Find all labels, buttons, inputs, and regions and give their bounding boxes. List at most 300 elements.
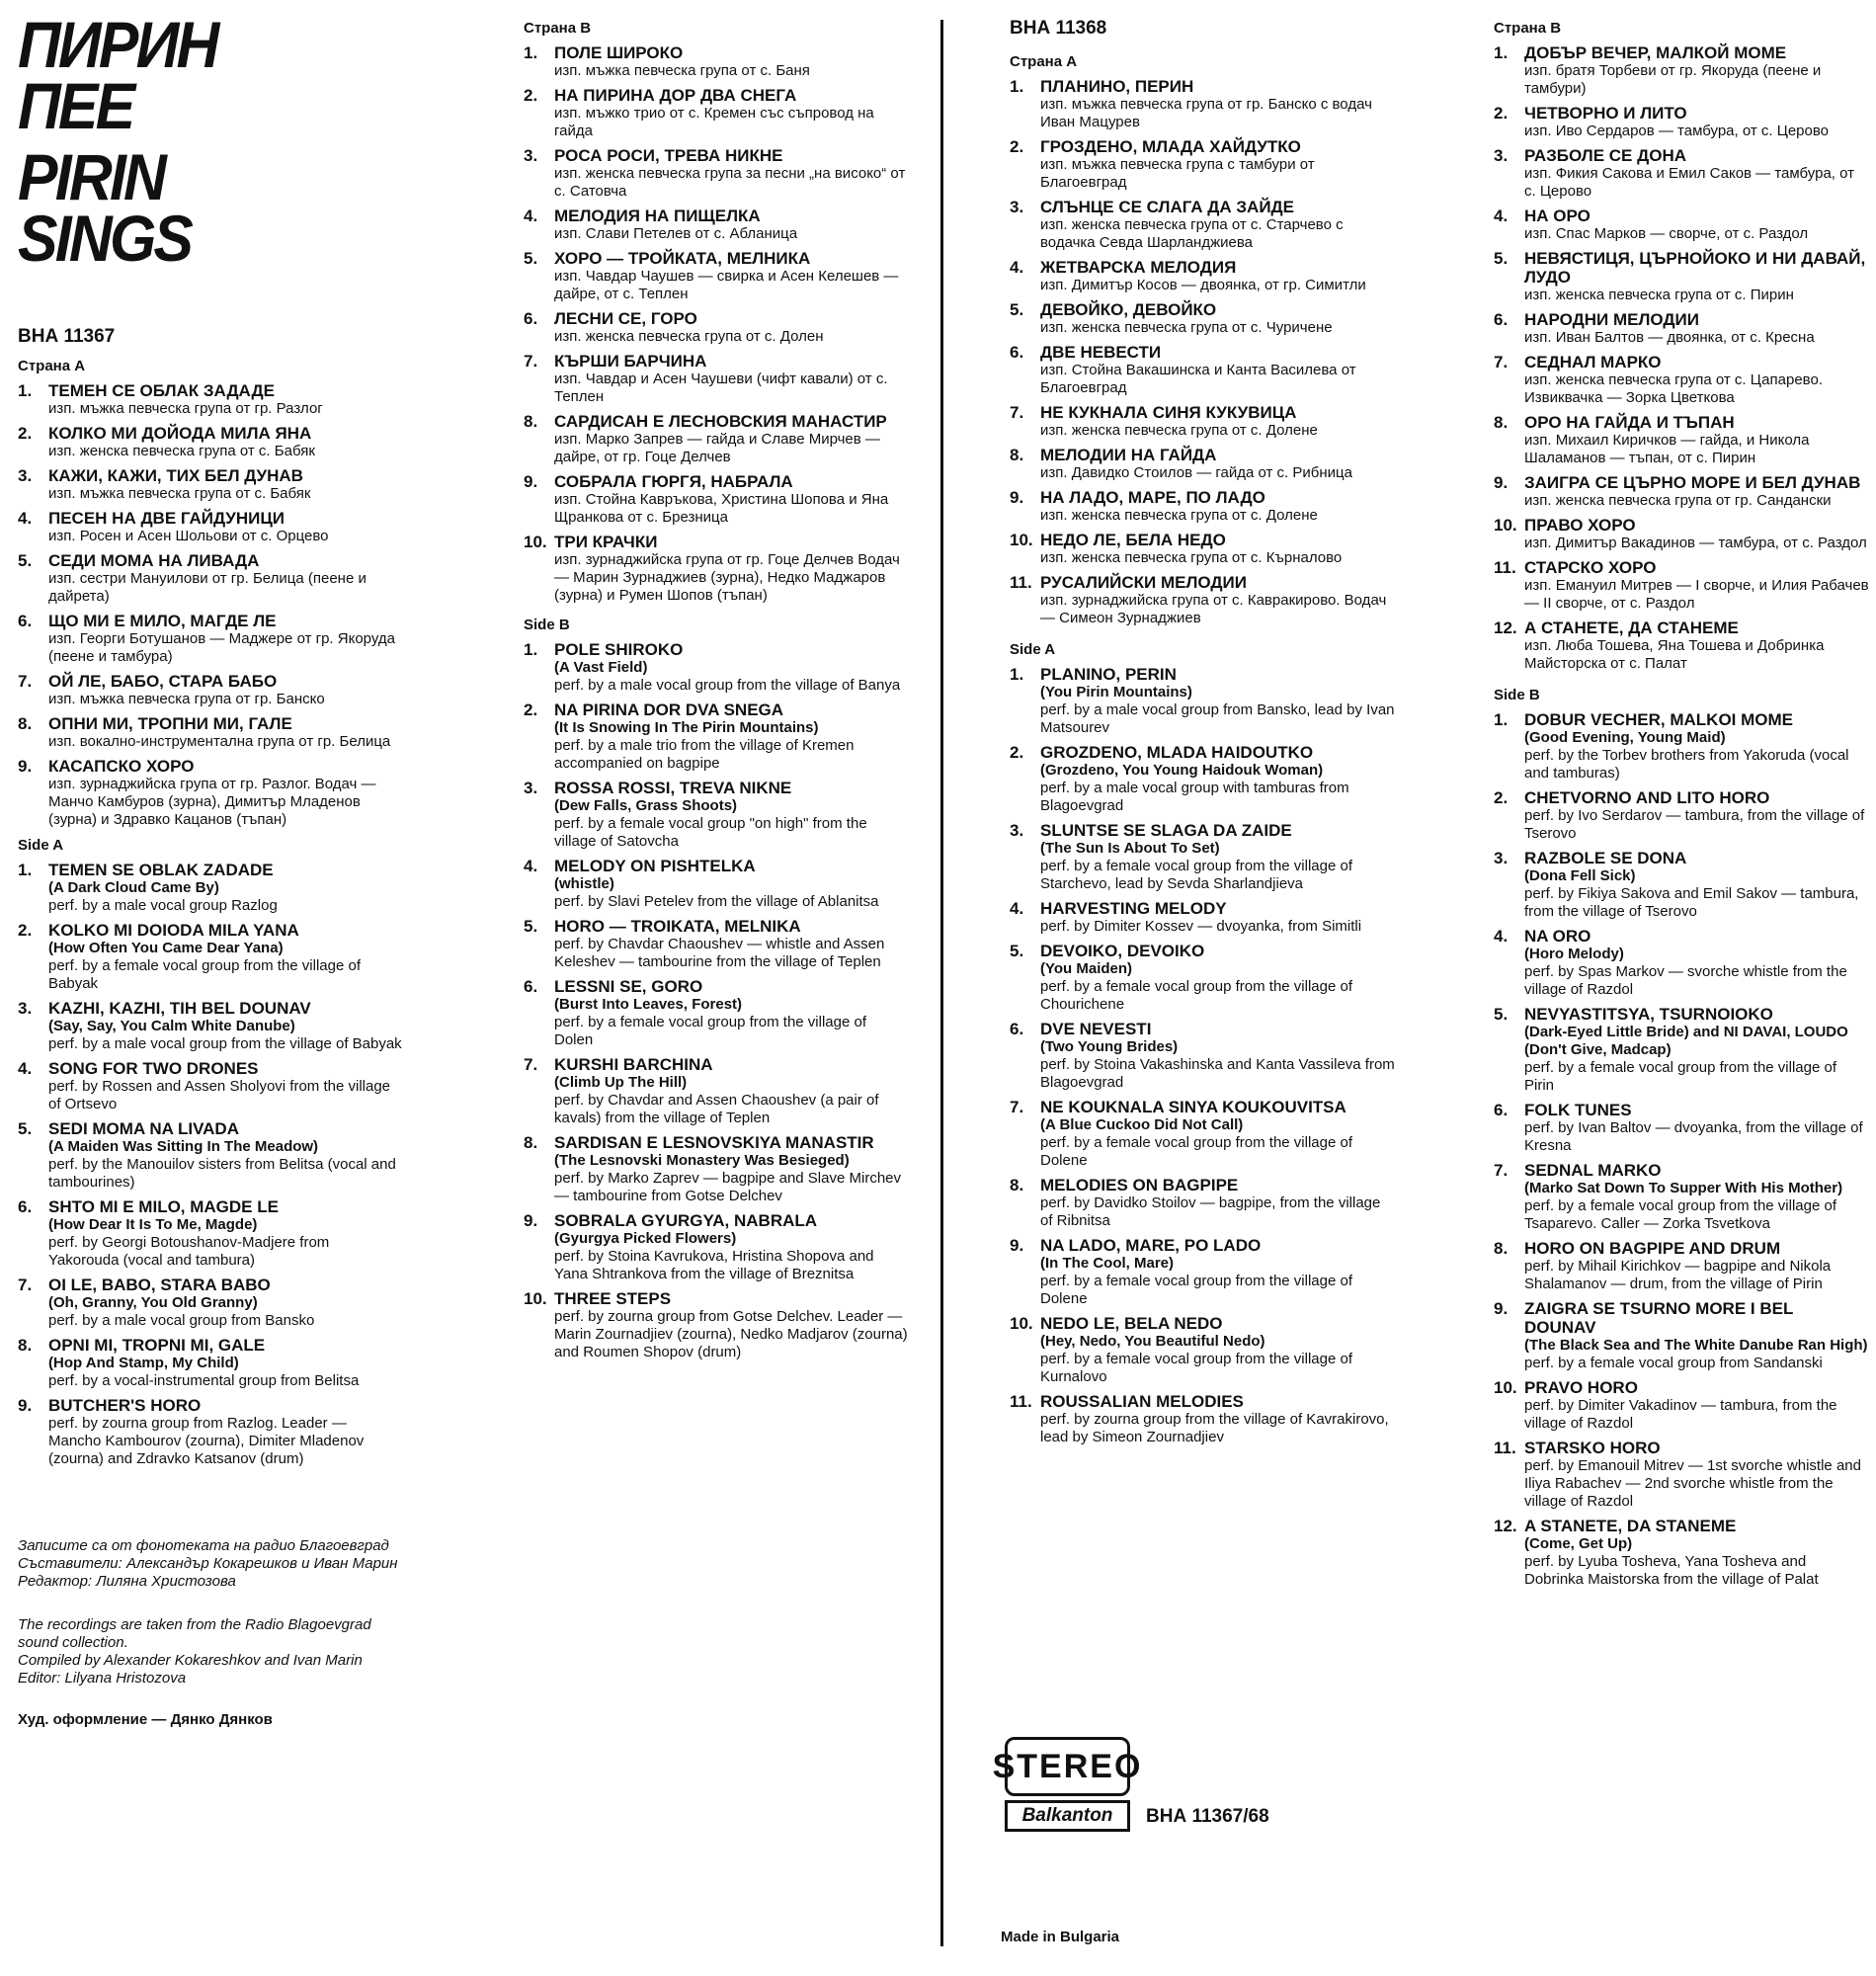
- track-number: 12.: [1494, 1517, 1517, 1535]
- track-item: [1494, 206, 1869, 243]
- track-title: А СТАНЕТЕ, ДА СТАНЕМЕ: [1524, 618, 1739, 637]
- track-number: 7.: [18, 672, 33, 691]
- track-performer: изп. женска певческа група от с. Чуричене: [1040, 319, 1333, 336]
- track-body: [554, 977, 909, 1049]
- track-item: [524, 977, 909, 1049]
- track-body: [554, 917, 909, 971]
- track-performer: perf. by Stoina Vakashinska and Kanta Vassileva from Blagoevgrad: [1040, 1056, 1395, 1091]
- track-performer: perf. by zourna group from the village of Kavrakirovo, lead by Simeon Zournadjiev: [1040, 1411, 1389, 1445]
- track-item: [524, 857, 909, 911]
- track-number: 1.: [1010, 665, 1024, 684]
- track-performer: изп. Стойна Вакашинска и Канта Василева от Благоевград: [1040, 362, 1356, 396]
- track-item: [18, 714, 403, 751]
- track-performer: изп. братя Торбеви от гр. Якоруда (пеене и тамбури): [1524, 62, 1822, 97]
- track-body: [1524, 43, 1869, 98]
- track-subtitle: (It Is Snowing In The Pirin Mountains): [554, 719, 819, 736]
- track-number: 1.: [1494, 43, 1509, 62]
- track-title: NE KOUKNALA SINYA KOUKOUVITSA: [1040, 1098, 1346, 1116]
- track-performer: изп. мъжка певческа група от с. Баня: [554, 62, 810, 79]
- credit-line: The recordings are taken from the Radio Blagoevgrad sound collection.: [18, 1616, 371, 1651]
- track-number: 4.: [1010, 899, 1024, 918]
- track-subtitle: (Say, Say, You Calm White Danube): [48, 1018, 295, 1034]
- track-performer: perf. by Rossen and Assen Sholyovi from the village of Ortsevo: [48, 1078, 391, 1112]
- track-body: [48, 1336, 403, 1390]
- track-title: ХОРО — ТРОЙКАТА, МЕЛНИКА: [554, 249, 811, 268]
- track-item: [524, 206, 909, 243]
- track-item: [1494, 473, 1869, 510]
- track-performer: изп. мъжка певческа група с тамбури от Благоевград: [1040, 156, 1315, 191]
- credits-en: [18, 1616, 403, 1688]
- track-performer: perf. by a male vocal group with tamburas from Blagoevgrad: [1040, 780, 1349, 814]
- track-item: [524, 472, 909, 527]
- track-performer: perf. by a female vocal group from the village of Babyak: [48, 957, 361, 992]
- track-performer: изп. Люба Тошева, Яна Тошева и Добринка Майсторска от с. Палат: [1524, 637, 1825, 672]
- track-number: 2.: [18, 921, 33, 940]
- track-body: [1040, 446, 1395, 482]
- track-subtitle: (The Black Sea and The White Danube Ran High): [1524, 1337, 1868, 1354]
- track-title: PLANINO, PERIN: [1040, 665, 1177, 684]
- track-body: [48, 999, 403, 1053]
- track-item: [1494, 618, 1869, 673]
- title-en-line2: SINGS: [18, 202, 192, 275]
- track-performer: изп. Димитър Косов — двоянка, от гр. Симитли: [1040, 277, 1366, 293]
- track-title: СЛЪНЦЕ СЕ СЛАГА ДА ЗАЙДЕ: [1040, 198, 1294, 216]
- track-performer: изп. зурнаджийска група от гр. Гоце Делчев Водач — Марин Зурнаджиев (зурна), Недко Маджаров (зурна) и Румен Шопов (тъпан): [554, 551, 900, 604]
- track-subtitle: (whistle): [554, 875, 614, 892]
- track-number: 3.: [18, 466, 33, 485]
- track-number: 9.: [18, 1396, 33, 1415]
- track-body: [48, 1396, 403, 1468]
- track-performer: perf. by a male vocal group from Bansko, lead by Ivan Matsourev: [1040, 701, 1395, 736]
- track-performer: изп. зурнаджийска група от с. Кавракирово. Водач — Симеон Зурнаджиев: [1040, 592, 1387, 626]
- track-performer: perf. by a female vocal group from Sandanski: [1524, 1355, 1823, 1371]
- track-body: [1524, 788, 1869, 843]
- track-number: 9.: [524, 1211, 538, 1230]
- track-body: [1524, 353, 1869, 407]
- track-body: [1524, 473, 1869, 510]
- track-number: 3.: [1010, 821, 1024, 840]
- track-body: [1040, 1176, 1395, 1230]
- track-body: [1524, 1239, 1869, 1293]
- track-body: [1524, 104, 1869, 140]
- track-number: 3.: [18, 999, 33, 1018]
- track-title: MELODIES ON BAGPIPE: [1040, 1176, 1239, 1194]
- track-number: 4.: [1494, 206, 1509, 225]
- track-performer: изп. женска певческа група от с. Долене: [1040, 422, 1318, 439]
- track-list: [18, 861, 403, 1468]
- track-number: 5.: [1494, 249, 1509, 268]
- track-item: [524, 352, 909, 406]
- track-item: [18, 999, 403, 1053]
- track-item: [1010, 821, 1395, 893]
- track-number: 7.: [524, 1055, 538, 1074]
- track-item: [524, 249, 909, 303]
- track-item: [1494, 1378, 1869, 1433]
- track-body: [48, 921, 403, 993]
- track-body: [554, 309, 909, 346]
- track-title: ГРОЗДЕНО, МЛАДА ХАЙДУТКО: [1040, 137, 1301, 156]
- track-number: 3.: [524, 779, 538, 797]
- track-performer: perf. by a male vocal group from the village of Babyak: [48, 1035, 402, 1052]
- track-title: DEVOIKO, DEVOIKO: [1040, 942, 1205, 960]
- track-item: [1010, 403, 1395, 440]
- track-body: [48, 466, 403, 503]
- track-item: [1010, 1176, 1395, 1230]
- track-number: 5.: [1010, 300, 1024, 319]
- album-title: [18, 8, 403, 275]
- track-body: [1524, 927, 1869, 999]
- track-performer: perf. by Chavdar and Assen Chaoushev (a pair of kavals) from the village of Teplen: [554, 1092, 879, 1126]
- track-item: [1494, 558, 1869, 613]
- track-title: ЩО МИ Е МИЛО, МАГДЕ ЛЕ: [48, 612, 277, 630]
- track-body: [554, 249, 909, 303]
- track-performer: perf. by a male vocal group Razlog: [48, 897, 278, 914]
- track-body: [1040, 665, 1395, 737]
- track-performer: perf. by Emanouil Mitrev — 1st svorche whistle and Iliya Rabachev — 2nd svorche whistle from the village of Razdol: [1524, 1457, 1861, 1510]
- track-performer: изп. Спас Марков — сворче, от с. Раздол: [1524, 225, 1809, 242]
- track-title: SARDISAN E LESNOVSKIYA MANASTIR: [554, 1133, 874, 1152]
- track-title: STARSKO HORO: [1524, 1439, 1661, 1457]
- track-title: МЕЛОДИИ НА ГАЙДА: [1040, 446, 1217, 464]
- track-number: 2.: [18, 424, 33, 443]
- title-bg-line2: ПЕЕ: [18, 69, 133, 142]
- track-number: 2.: [1494, 788, 1509, 807]
- track-list: [524, 640, 909, 1361]
- track-body: [1524, 1101, 1869, 1155]
- track-title: СОБРАЛА ГЮРГЯ, НАБРАЛА: [554, 472, 793, 491]
- track-number: 10.: [1010, 531, 1033, 549]
- track-number: 3.: [1494, 146, 1509, 165]
- track-subtitle: (You Pirin Mountains): [1040, 684, 1192, 700]
- track-number: 1.: [1010, 77, 1024, 96]
- track-title: THREE STEPS: [554, 1289, 672, 1308]
- track-number: 3.: [1010, 198, 1024, 216]
- track-item: [1010, 1098, 1395, 1170]
- track-item: [1010, 446, 1395, 482]
- track-subtitle: (Horo Melody): [1524, 946, 1624, 962]
- track-title: RAZBOLE SE DONA: [1524, 849, 1687, 867]
- track-number: 10.: [1494, 1378, 1517, 1397]
- track-performer: perf. by Fikiya Sakova and Emil Sakov — tambura, from the village of Tserovo: [1524, 885, 1859, 920]
- track-item: [1494, 1239, 1869, 1293]
- track-number: 6.: [524, 977, 538, 996]
- track-number: 10.: [1494, 516, 1517, 535]
- track-number: 9.: [1494, 473, 1509, 492]
- track-title: НЕВЯСТИЦЯ, ЦЪРНОЙОКО И НИ ДАВАЙ, ЛУДО: [1524, 249, 1866, 287]
- track-item: [1494, 849, 1869, 921]
- track-subtitle: (Hop And Stamp, My Child): [48, 1355, 239, 1371]
- track-number: 6.: [18, 1197, 33, 1216]
- track-performer: perf. by Ivan Baltov — dvoyanka, from the village of Kresna: [1524, 1119, 1863, 1154]
- track-item: [1010, 488, 1395, 525]
- track-title: СТАРСКО ХОРО: [1524, 558, 1657, 577]
- track-title: SEDNAL MARKO: [1524, 1161, 1662, 1180]
- track-number: 7.: [524, 352, 538, 370]
- track-item: [1494, 710, 1869, 782]
- track-list: [1010, 77, 1395, 627]
- track-performer: perf. by a male trio from the village of Kremen accompanied on bagpipe: [554, 737, 855, 772]
- track-performer: perf. by the Manouilov sisters from Belitsa (vocal and tambourines): [48, 1156, 396, 1191]
- track-performer: изп. женска певческа група от с. Долене: [1040, 507, 1318, 524]
- track-performer: изп. мъжка певческа група от гр. Разлог: [48, 400, 323, 417]
- track-item: [18, 757, 403, 829]
- track-title: ROSSA ROSSI, TREVA NIKNE: [554, 779, 792, 797]
- track-body: [554, 472, 909, 527]
- track-number: 1.: [18, 381, 33, 400]
- track-title: POLE SHIROKO: [554, 640, 684, 659]
- track-number: 2.: [1010, 137, 1024, 156]
- track-performer: perf. by Davidko Stoilov — bagpipe, from the village of Ribnitsa: [1040, 1194, 1381, 1229]
- track-body: [48, 551, 403, 606]
- track-subtitle: (In The Cool, Mare): [1040, 1255, 1174, 1272]
- track-performer: perf. by Dimiter Kossev — dvoyanka, from Simitli: [1040, 918, 1362, 935]
- side-label: Side A: [1010, 641, 1056, 658]
- track-number: 7.: [1010, 1098, 1024, 1116]
- track-item: [524, 1211, 909, 1283]
- track-body: [1524, 146, 1869, 201]
- track-performer: изп. мъжко трио от с. Кремен със съпровод на гайда: [554, 105, 874, 139]
- column-1: [18, 0, 403, 1728]
- track-item: [1494, 413, 1869, 467]
- track-list: [1010, 665, 1395, 1446]
- track-body: [48, 1276, 403, 1330]
- track-title: САРДИСАН Е ЛЕСНОВСКИЯ МАНАСТИР: [554, 412, 887, 431]
- track-body: [1040, 899, 1395, 936]
- track-title: КЪРШИ БАРЧИНА: [554, 352, 707, 370]
- track-body: [1524, 310, 1869, 347]
- track-body: [1524, 558, 1869, 613]
- track-item: [18, 1276, 403, 1330]
- track-body: [554, 1055, 909, 1127]
- track-performer: изп. Фикия Сакова и Емил Саков — тамбура, от с. Церово: [1524, 165, 1855, 200]
- track-title: KURSHI BARCHINA: [554, 1055, 713, 1074]
- track-number: 8.: [1494, 1239, 1509, 1258]
- track-number: 1.: [524, 640, 538, 659]
- track-subtitle: (A Blue Cuckoo Did Not Call): [1040, 1116, 1244, 1133]
- track-performer: perf. by zourna group from Razlog. Leader — Mancho Kambourov (zourna), Dimiter Mladenov (zourna) and Zdravko Katsanov (drum): [48, 1415, 365, 1467]
- track-item: [1010, 665, 1395, 737]
- track-number: 9.: [524, 472, 538, 491]
- track-number: 5.: [524, 249, 538, 268]
- made-in-label: Made in Bulgaria: [1001, 1929, 1120, 1945]
- track-title: ЖЕТВАРСКА МЕЛОДИЯ: [1040, 258, 1237, 277]
- side-label: Side B: [1494, 687, 1540, 703]
- track-item: [1010, 198, 1395, 252]
- track-subtitle: (You Maiden): [1040, 960, 1133, 977]
- track-number: 11.: [1010, 573, 1032, 592]
- track-subtitle: (How Often You Came Dear Yana): [48, 940, 284, 956]
- track-performer: изп. Иван Балтов — двоянка, от с. Кресна: [1524, 329, 1815, 346]
- track-item: [524, 86, 909, 140]
- track-title: ДВЕ НЕВЕСТИ: [1040, 343, 1162, 362]
- track-number: 6.: [1494, 1101, 1509, 1119]
- track-title: HORO ON BAGPIPE AND DRUM: [1524, 1239, 1781, 1258]
- track-item: [1494, 249, 1869, 304]
- track-subtitle: (Two Young Brides): [1040, 1038, 1179, 1055]
- track-performer: изп. сестри Мануилови от гр. Белица (пеене и дайрета): [48, 570, 367, 605]
- track-number: 4.: [524, 206, 538, 225]
- track-body: [1524, 516, 1869, 552]
- track-body: [1040, 1020, 1395, 1092]
- track-performer: perf. by Spas Markov — svorche whistle from the village of Razdol: [1524, 963, 1847, 998]
- track-subtitle: (Dew Falls, Grass Shoots): [554, 797, 738, 814]
- track-item: [1010, 1236, 1395, 1308]
- track-title: PRAVO HORO: [1524, 1378, 1638, 1397]
- center-divider: [940, 20, 943, 1946]
- track-title: A STANETE, DA STANEME: [1524, 1517, 1737, 1535]
- track-body: [48, 1119, 403, 1192]
- track-subtitle: (A Dark Cloud Came By): [48, 879, 219, 896]
- catalog-number: ВНА 11367: [18, 326, 116, 347]
- track-item: [18, 612, 403, 666]
- track-item: [1494, 1101, 1869, 1155]
- track-number: 8.: [1010, 446, 1024, 464]
- track-number: 8.: [18, 714, 33, 733]
- track-title: СЕДИ МОМА НА ЛИВАДА: [48, 551, 260, 570]
- track-title: NA PIRINA DOR DVA SNEGA: [554, 700, 784, 719]
- track-number: 6.: [1010, 1020, 1024, 1038]
- track-performer: изп. Слави Петелев от с. Абланица: [554, 225, 798, 242]
- column-4: [1494, 12, 1869, 1595]
- track-performer: perf. by a male vocal group from Bansko: [48, 1312, 315, 1329]
- track-performer: изп. мъжка певческа група от с. Бабяк: [48, 485, 311, 502]
- track-item: [1010, 531, 1395, 567]
- track-number: 6.: [524, 309, 538, 328]
- track-item: [18, 672, 403, 708]
- track-body: [1040, 1236, 1395, 1308]
- stereo-logo-text: STEREO: [1005, 1737, 1130, 1796]
- track-item: [1494, 1161, 1869, 1233]
- track-title: DOBUR VECHER, MALKOI MOME: [1524, 710, 1793, 729]
- track-body: [1040, 573, 1395, 627]
- track-subtitle: (The Sun Is About To Set): [1040, 840, 1220, 857]
- track-performer: изп. женска певческа група от гр. Сандански: [1524, 492, 1832, 509]
- track-body: [1524, 849, 1869, 921]
- track-subtitle: (Gyurgya Picked Flowers): [554, 1230, 737, 1247]
- track-number: 1.: [1494, 710, 1509, 729]
- design-credit: Худ. оформление — Дянко Дянков: [18, 1711, 273, 1728]
- track-body: [48, 714, 403, 751]
- track-title: KAZHI, KAZHI, TIH BEL DOUNAV: [48, 999, 311, 1018]
- track-item: [1010, 300, 1395, 337]
- track-list: [524, 43, 909, 605]
- track-number: 8.: [524, 412, 538, 431]
- side-label: Страна А: [18, 358, 86, 374]
- track-item: [1494, 146, 1869, 201]
- track-item: [1494, 516, 1869, 552]
- track-title: ОРО НА ГАЙДА И ТЪПАН: [1524, 413, 1735, 432]
- track-item: [1010, 258, 1395, 294]
- track-item: [1010, 942, 1395, 1014]
- track-number: 9.: [1494, 1299, 1509, 1318]
- track-performer: изп. Чавдар Чаушев — свирка и Асен Келешев — дайре, от с. Теплен: [554, 268, 899, 302]
- track-title: OI LE, BABO, STARA BABO: [48, 1276, 271, 1294]
- track-title: ПОЛЕ ШИРОКО: [554, 43, 684, 62]
- side-label: Страна В: [1494, 20, 1562, 37]
- track-performer: изп. Иво Сердаров — тамбура, от с. Церово: [1524, 123, 1830, 139]
- track-performer: perf. by Chavdar Chaoushev — whistle and Assen Keleshev — tambourine from the village of Teplen: [554, 936, 885, 970]
- track-performer: изп. мъжка певческа група от гр. Банско: [48, 691, 325, 707]
- track-number: 12.: [1494, 618, 1517, 637]
- track-item: [18, 861, 403, 915]
- track-subtitle: (Dona Fell Sick): [1524, 867, 1636, 884]
- track-body: [1040, 1098, 1395, 1170]
- track-item: [1010, 899, 1395, 936]
- track-body: [554, 206, 909, 243]
- track-number: 2.: [524, 700, 538, 719]
- track-number: 9.: [1010, 1236, 1024, 1255]
- track-item: [524, 1289, 909, 1361]
- track-title: ДЕВОЙКО, ДЕВОЙКО: [1040, 300, 1217, 319]
- track-number: 5.: [1010, 942, 1024, 960]
- balkanton-stereo-logo: [992, 1737, 1143, 1832]
- track-body: [554, 1289, 909, 1361]
- title-en-line1: PIRIN: [18, 140, 165, 213]
- track-number: 4.: [1494, 927, 1509, 946]
- track-body: [48, 424, 403, 460]
- track-item: [1010, 343, 1395, 397]
- track-body: [1040, 821, 1395, 893]
- track-body: [1040, 743, 1395, 815]
- track-number: 2.: [1494, 104, 1509, 123]
- track-body: [554, 352, 909, 406]
- catalog-number: ВНА 11368: [1010, 18, 1107, 39]
- track-subtitle: (Oh, Granny, You Old Granny): [48, 1294, 258, 1311]
- track-item: [18, 921, 403, 993]
- track-body: [1524, 206, 1869, 243]
- track-item: [524, 43, 909, 80]
- track-title: MELODY ON PISHTELKA: [554, 857, 756, 875]
- track-number: 2.: [524, 86, 538, 105]
- track-title: ZAIGRA SE TSURNO MORE I BEL DOUNAV: [1524, 1299, 1794, 1337]
- track-performer: изп. женска певческа група от с. Долен: [554, 328, 824, 345]
- track-item: [524, 533, 909, 605]
- balkanton-logo-text: Balkanton: [1005, 1800, 1130, 1832]
- track-item: [524, 1133, 909, 1205]
- track-subtitle: (Good Evening, Young Maid): [1524, 729, 1726, 746]
- track-body: [1040, 77, 1395, 131]
- track-performer: perf. by Georgi Botoushanov-Madjere from Yakorouda (vocal and tambura): [48, 1234, 330, 1269]
- track-list: [1494, 43, 1869, 673]
- track-body: [1040, 300, 1395, 337]
- track-title: КОЛКО МИ ДОЙОДА МИЛА ЯНА: [48, 424, 312, 443]
- track-body: [48, 509, 403, 545]
- track-performer: perf. by zourna group from Gotse Delchev. Leader — Marin Zournadjiev (zourna), Nedko Madjarov (zourna) and Roumen Shopov (drum): [554, 1308, 908, 1360]
- track-item: [524, 1055, 909, 1127]
- track-title: НЕДО ЛЕ, БЕЛА НЕДО: [1040, 531, 1226, 549]
- track-number: 7.: [1010, 403, 1024, 422]
- track-title: LESSNI SE, GORO: [554, 977, 703, 996]
- track-body: [1524, 1517, 1869, 1589]
- track-number: 8.: [1494, 413, 1509, 432]
- track-subtitle: (Marko Sat Down To Supper With His Mother): [1524, 1180, 1843, 1196]
- track-body: [1040, 198, 1395, 252]
- track-body: [554, 700, 909, 773]
- track-number: 2.: [1010, 743, 1024, 762]
- track-body: [48, 757, 403, 829]
- track-title: НА ЛАДО, МАРЕ, ПО ЛАДО: [1040, 488, 1265, 507]
- track-title: ЗАИГРА СЕ ЦЪРНО МОРЕ И БЕЛ ДУНАВ: [1524, 473, 1861, 492]
- track-title: SONG FOR TWO DRONES: [48, 1059, 259, 1078]
- track-title: НЕ КУКНАЛА СИНЯ КУКУВИЦА: [1040, 403, 1297, 422]
- track-performer: изп. Марко Запрев — гайда и Славе Мирчев — дайре, от гр. Гоце Делчев: [554, 431, 880, 465]
- track-number: 4.: [18, 1059, 33, 1078]
- track-number: 9.: [1010, 488, 1024, 507]
- track-performer: perf. by Lyuba Tosheva, Yana Tosheva and Dobrinka Maistorska from the village of Palat: [1524, 1553, 1819, 1588]
- track-performer: perf. by a female vocal group from the village of Kurnalovo: [1040, 1351, 1352, 1385]
- track-performer: perf. by Marko Zaprev — bagpipe and Slave Mirchev — tambourine from Gotse Delchev: [554, 1170, 901, 1204]
- track-performer: изп. мъжка певческа група от гр. Банско с водач Иван Мацурев: [1040, 96, 1372, 130]
